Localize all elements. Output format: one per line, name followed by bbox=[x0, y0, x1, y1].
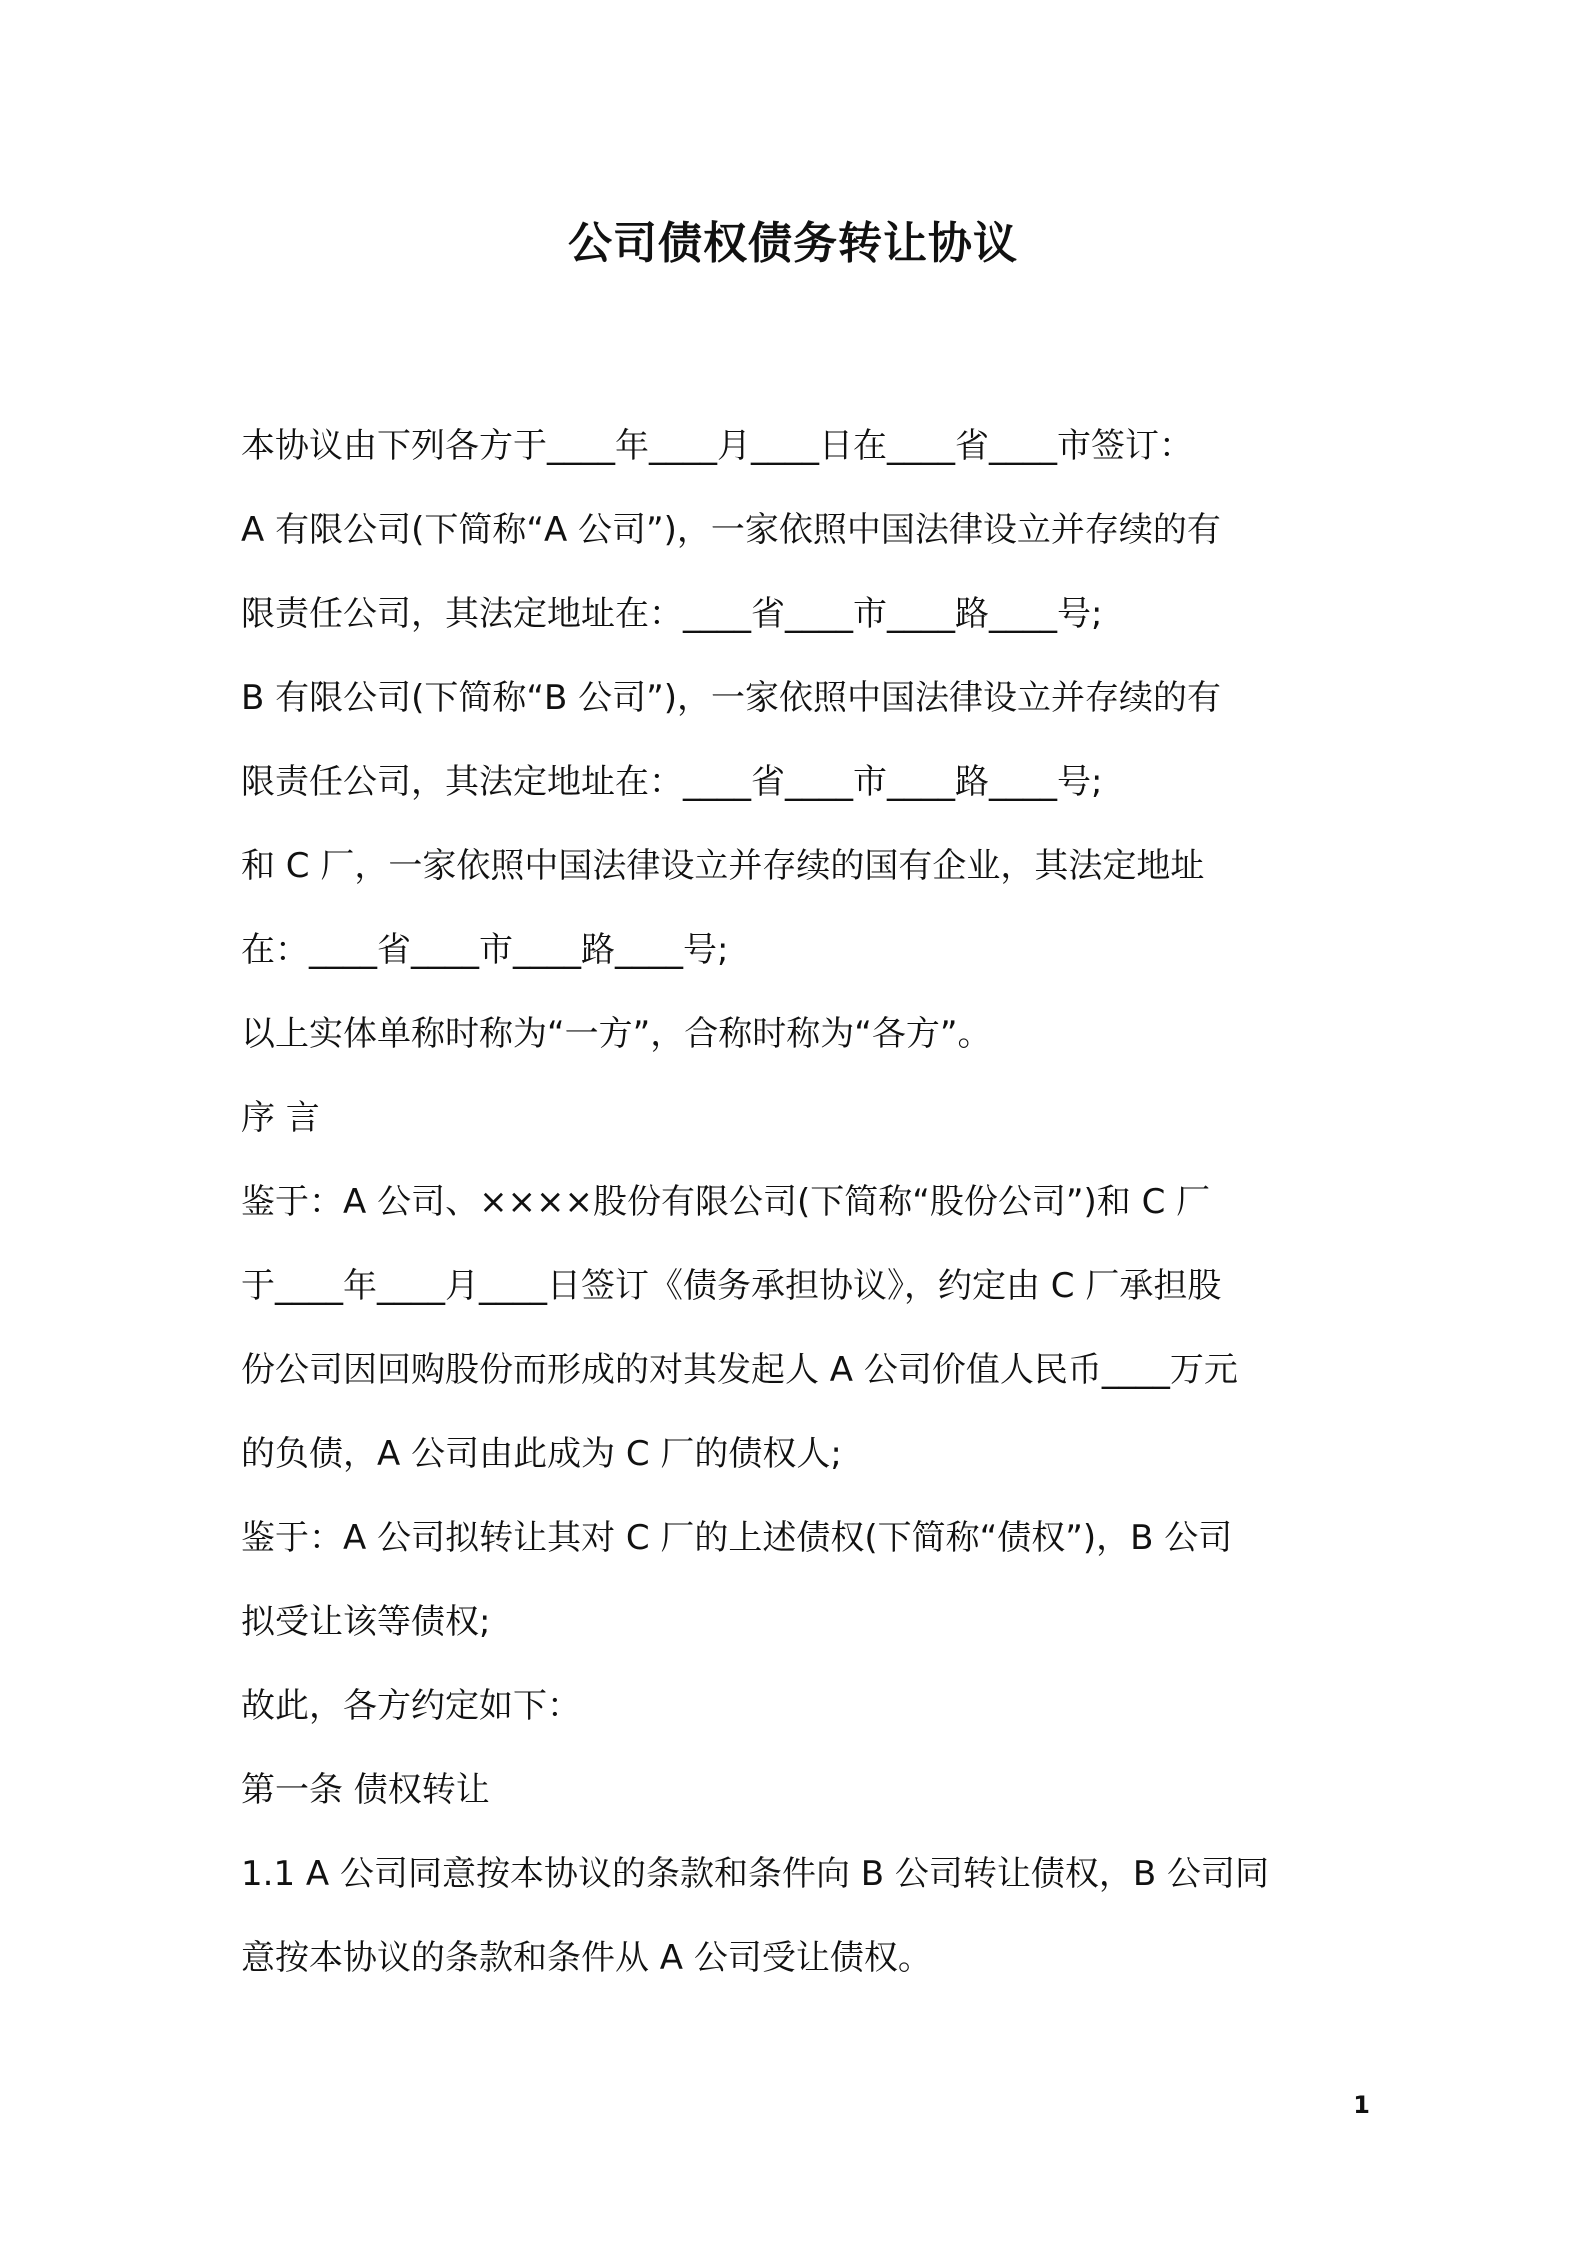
text-line-13: 的负债，A 公司由此成为 C 厂的债权人; bbox=[241, 1434, 842, 1474]
text-line-4: B 有限公司(下简称“B 公司”)，一家依照中国法律设立并存续的有 bbox=[241, 678, 1222, 718]
text-line-7: 在：____省____市____路____号; bbox=[241, 930, 729, 970]
page-number: 1 bbox=[1353, 2091, 1370, 2119]
text-line-1: 本协议由下列各方于____年____月____日在____省____市签订： bbox=[241, 426, 1193, 466]
text-line-10: 鉴于：A 公司、××××股份有限公司(下简称“股份公司”)和 C 厂 bbox=[241, 1182, 1211, 1222]
text-line-3: 限责任公司，其法定地址在：____省____市____路____号; bbox=[241, 594, 1103, 634]
text-line-8: 以上实体单称时称为“一方”，合称时称为“各方”。 bbox=[241, 1014, 992, 1054]
text-line-18: 1.1 A 公司同意按本协议的条款和条件向 B 公司转让债权，B 公司同 bbox=[241, 1854, 1270, 1894]
article-heading-1: 第一条 债权转让 bbox=[241, 1770, 490, 1810]
document-title: 公司债权债务转让协议 bbox=[568, 218, 1018, 269]
text-line-2: A 有限公司(下简称“A 公司”)，一家依照中国法律设立并存续的有 bbox=[241, 510, 1221, 550]
text-line-6: 和 C 厂，一家依照中国法律设立并存续的国有企业，其法定地址 bbox=[241, 846, 1205, 886]
text-line-19: 意按本协议的条款和条件从 A 公司受让债权。 bbox=[241, 1938, 932, 1978]
text-line-14: 鉴于：A 公司拟转让其对 C 厂的上述债权(下简称“债权”)，B 公司 bbox=[241, 1518, 1233, 1558]
text-line-16: 故此，各方约定如下： bbox=[241, 1686, 581, 1726]
text-line-5: 限责任公司，其法定地址在：____省____市____路____号; bbox=[241, 762, 1103, 802]
text-line-15: 拟受让该等债权; bbox=[241, 1602, 491, 1642]
text-line-11: 于____年____月____日签订《债务承担协议》，约定由 C 厂承担股 bbox=[241, 1266, 1222, 1306]
document-body bbox=[241, 404, 1361, 2000]
section-heading-preamble: 序 言 bbox=[241, 1098, 320, 1138]
text-line-12: 份公司因回购股份而形成的对其发起人 A 公司价值人民币____万元 bbox=[241, 1350, 1238, 1390]
